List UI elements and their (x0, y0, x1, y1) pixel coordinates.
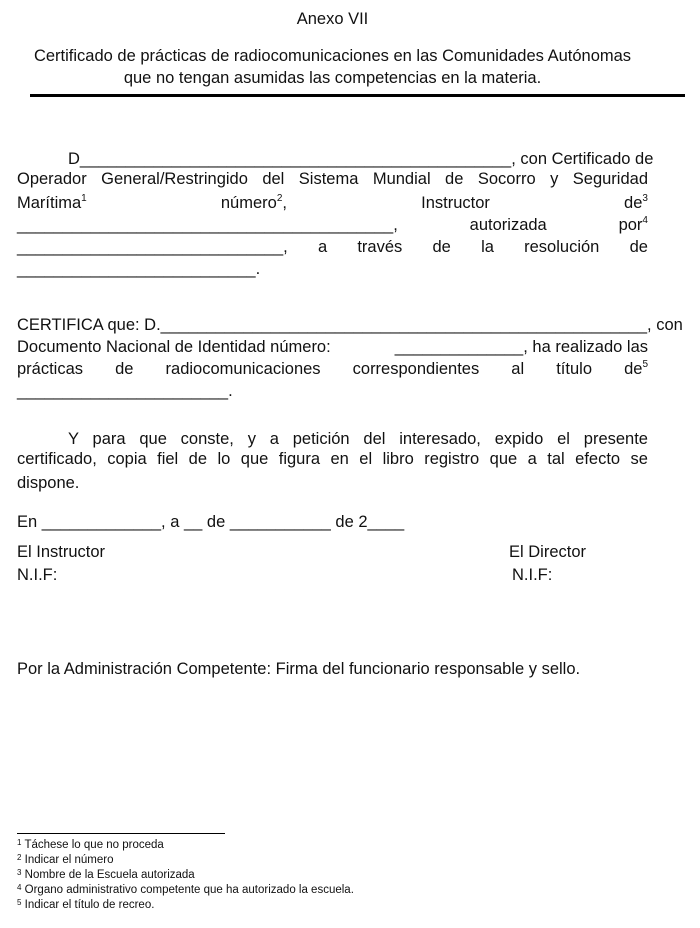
para2-line2: Documento Nacional de Identidad número: ______________, ha realizado las (17, 338, 648, 356)
footnote-1: $^1$ Táchese lo que no proceda (17, 838, 164, 851)
authority-blank: _____________________________ (17, 238, 284, 256)
name-blank: _______________________________________________ (79, 150, 512, 168)
document-title-line1: Certificado de prácticas de radiocomunicaciones en las Comunidades Autónomas (33, 47, 632, 65)
para1-prefix: D (68, 150, 80, 168)
footnote-5: $^5$ Indicar el título de recreo. (17, 898, 155, 911)
certifica-label: CERTIFICA que: D. (17, 316, 161, 334)
administration-signature-line: Por la Administración Competente: Firma del funcionario responsable y sello. (17, 660, 581, 678)
para3-line3: dispone. (17, 474, 80, 492)
para1-l1-suffix: , con Certificado de (511, 150, 654, 168)
date-line: En _____________, a __ de ___________ de 2____ (17, 513, 405, 531)
maritima-word: Marítima (17, 194, 82, 212)
resolution-blank: __________________________ (17, 260, 256, 278)
footnote-4: $^4$ Organo administrativo competente que ha autorizado la escuela. (17, 883, 354, 896)
ref-1: 1 (81, 193, 87, 204)
school-blank: _________________________________________ (17, 216, 394, 234)
para1-line2: Operador General/Restringido del Sistema Mundial de Socorro y Seguridad (17, 170, 648, 188)
para2-line4: _______________________. (17, 382, 233, 400)
para3-line1: Y para que conste, y a petición del interesado, expido el presente (68, 430, 648, 448)
footnote-3: $^3$ Nombre de la Escuela autorizada (17, 868, 195, 881)
ref-5: 5 (642, 359, 648, 370)
para1-line4: _________________________________________, autorizada por$^4$ (17, 215, 648, 234)
para1-line5: _____________________________, a través de la resolución de (17, 238, 648, 256)
autorizada-word: autorizada (469, 216, 547, 234)
ref-4: 4 (642, 215, 648, 226)
director-label: El Director (509, 543, 587, 561)
document-title-line2: que no tengan asumidas las competencias en la materia. (123, 69, 542, 87)
footnote-rule (17, 833, 225, 834)
para1-line3: Marítima$^1$ número$^2$, Instructor $de^3$ (17, 193, 648, 212)
student-name-blank: _____________________________________________________ (160, 316, 648, 334)
director-nif: N.I.F: (512, 566, 553, 584)
instructor-label: El Instructor (17, 543, 106, 561)
para3-line2: certificado, copia fiel de lo que figura en el libro registro que a tal efecto se (17, 450, 648, 468)
header-rule (30, 94, 685, 97)
para1-line6: __________________________. (17, 260, 261, 278)
annex-label: Anexo VII (296, 10, 369, 28)
title-blank: _______________________ (17, 382, 229, 400)
ref-2: 2 (276, 193, 283, 204)
instructor-nif: N.I.F: (17, 566, 58, 584)
para1-line1 (68, 148, 654, 170)
para2-line3: prácticas de radiocomunicaciones correspondientes al título $de^5$ (17, 359, 648, 378)
ref-3: 3 (642, 193, 648, 204)
dni-blank: ______________ (394, 338, 524, 356)
para2-line1: CERTIFICA que: D. _____________________________________________________, con (17, 316, 683, 334)
footnote-2: $^2$ Indicar el número (17, 853, 114, 866)
footnotes (17, 838, 354, 913)
instructor-word: Instructor (421, 194, 490, 212)
numero-word: número (220, 194, 277, 212)
